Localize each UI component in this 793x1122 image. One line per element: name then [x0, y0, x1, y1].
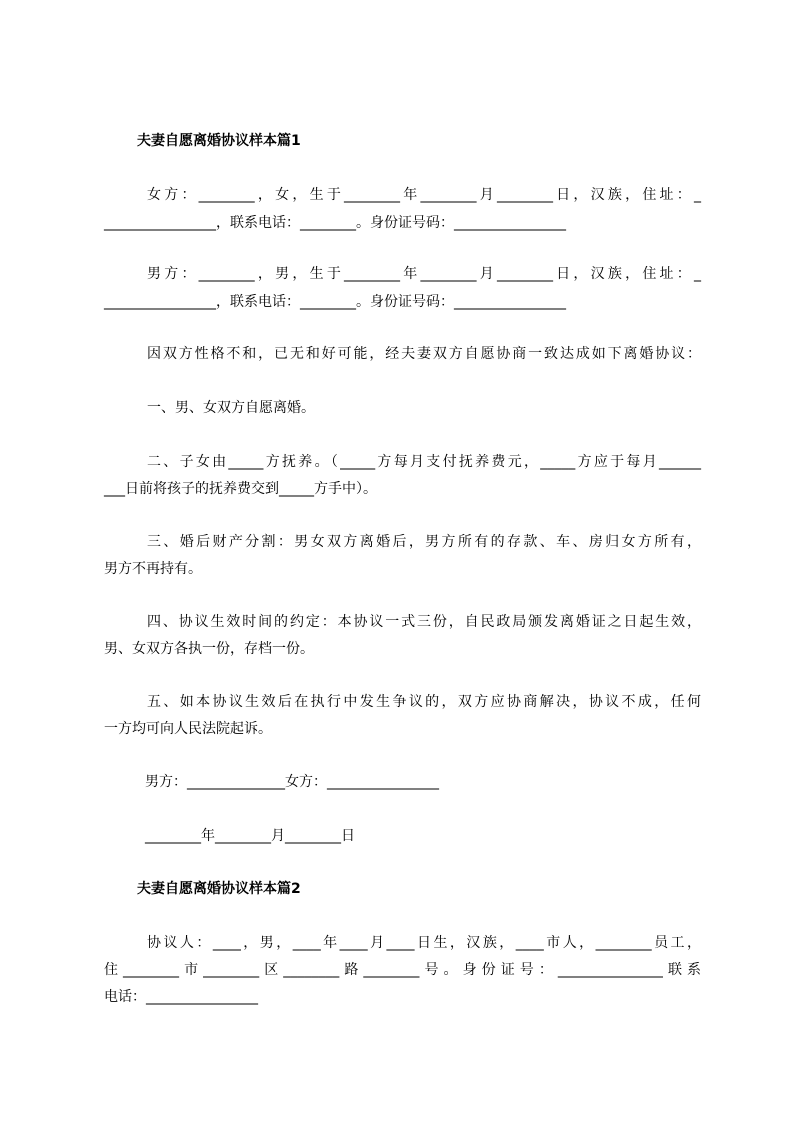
- clause-paragraph: 五、如本协议生效后在执行中发生争议的，双方应协商解决，协议不成，任何: [147, 694, 701, 710]
- clause-paragraph: 一方均可向人民法院起诉。: [104, 721, 272, 737]
- male-info-line: ________________，联系电话：________。身份证号码：________________: [104, 294, 566, 310]
- clause-paragraph: 男、女双方各执一份，存档一份。: [104, 641, 314, 657]
- signature-line: 男方：______________女方：________________: [145, 774, 439, 790]
- date-line: ________年________月________日: [145, 828, 355, 844]
- clause-paragraph: 三、婚后财产分割：男女双方离婚后，男方所有的存款、车、房归女方所有，: [147, 534, 701, 550]
- female-info-line: 女方：________，女，生于________年________月________日，汉族，住址：_: [147, 187, 701, 203]
- clause-paragraph: 一、男、女双方自愿离婚。: [147, 400, 315, 416]
- clause-paragraph: 四、协议生效时间的约定：本协议一式三份，自民政局颁发离婚证之日起生效，: [147, 614, 701, 630]
- section-title: 夫妻自愿离婚协议样本篇2: [137, 881, 301, 897]
- clause-paragraph: ___日前将孩子的抚养费交到_____方手中）。: [104, 481, 377, 497]
- intro-paragraph: 因双方性格不和，已无和好可能，经夫妻双方自愿协商一致达成如下离婚协议：: [147, 346, 701, 362]
- clause-paragraph: 二、子女由_____方抚养。（_____方每月支付抚养费元，_____方应于每月______: [147, 454, 701, 470]
- party-info-line: 电话：________________: [104, 989, 258, 1005]
- male-info-line: 男方：________，男，生于________年________月________日，汉族，住址：_: [147, 266, 701, 282]
- party-info-line: 协议人：____，男，____年____月____日生，汉族，____市人，________员工，: [147, 935, 701, 951]
- clause-paragraph: 男方不再持有。: [104, 561, 202, 577]
- party-info-line: 住________市________区________路________号。身份证号：_______________联系: [104, 962, 701, 978]
- female-info-line: ________________，联系电话：________。身份证号码：________________: [104, 215, 566, 231]
- section-title: 夫妻自愿离婚协议样本篇1: [137, 133, 301, 149]
